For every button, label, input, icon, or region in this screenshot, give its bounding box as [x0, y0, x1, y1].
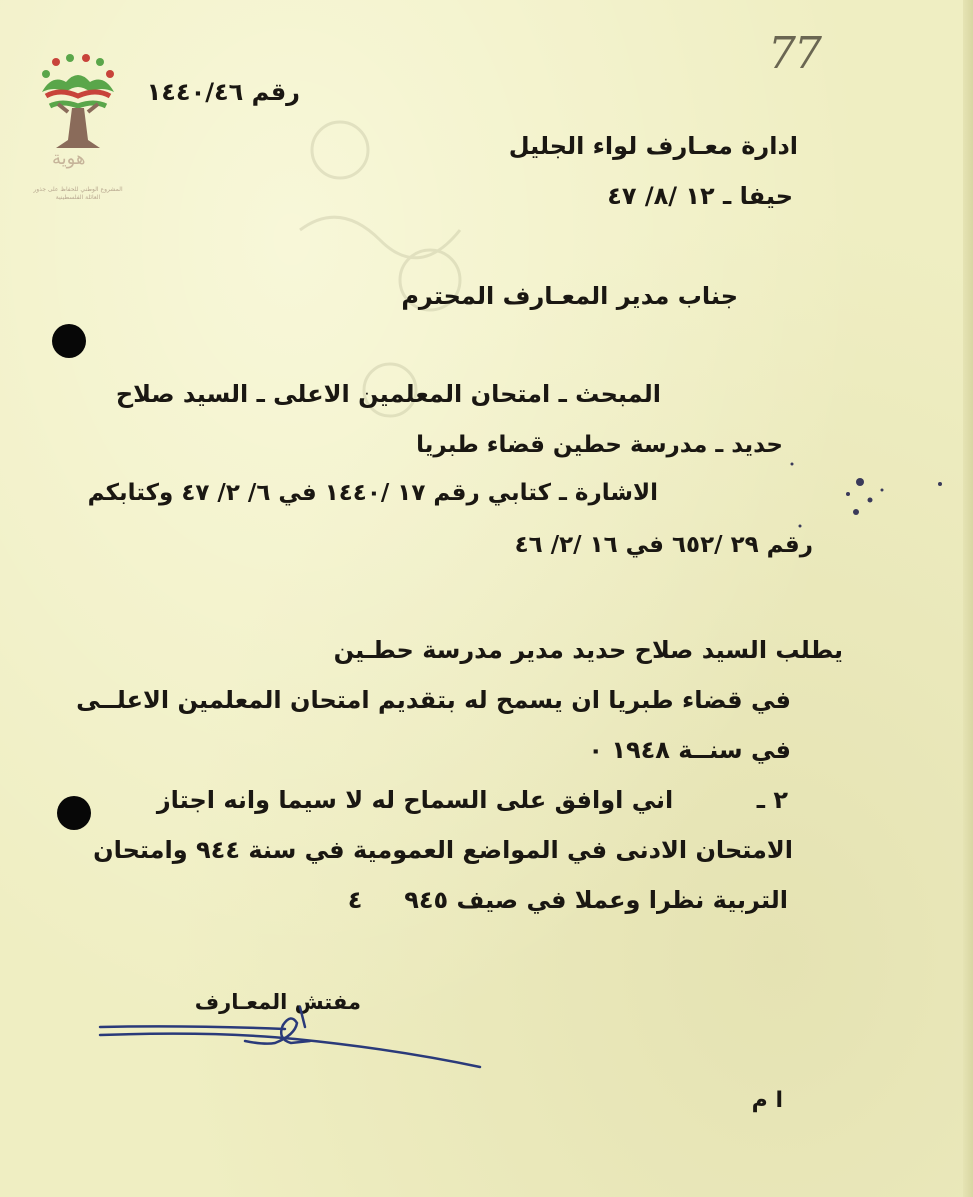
page-edge-shadow [963, 0, 973, 1197]
logo-word: هوية [52, 148, 86, 169]
place-and-date: حيفا ـ ١٢ /٨/ ٤٧ [607, 182, 793, 210]
ink-speck-cluster [790, 460, 960, 540]
reference-line-2: رقم ٢٩ /٦٥٢ في ١٦ /٢/ ٤٦ [514, 532, 813, 558]
body-line-6: التربية نظرا وعملا في صيف ٩٤٥ ٤ [347, 886, 788, 914]
body-line-3: في سنــة ١٩٤٨ ٠ [588, 736, 791, 764]
family-tree-logo-icon [32, 52, 124, 204]
item-2-line: ٢ ـ اني اوافق على السماح له لا سيما وانه اجتاز [156, 786, 788, 814]
signer-title: مفتش المعـارف [194, 990, 361, 1014]
reference-line-1: الاشارة ـ كتابي رقم ١٧ /١٤٤٠ في ٦/ ٢/ ٤٧ وكتابكم [87, 480, 658, 506]
punch-hole-top [52, 324, 86, 358]
punch-hole-bottom [57, 796, 91, 830]
body-line-2: في قضاء طبريا ان يسمح له بتقديم امتحان المعلمين الاعلــى [76, 686, 791, 714]
handwritten-page-number: 77 [768, 28, 820, 79]
subject-line-1: المبحث ـ امتحان المعلمين الاعلى ـ السيد صلاح [115, 380, 661, 408]
body-line-1: يطلب السيد صلاح حديد مدير مدرسة حطـين [333, 636, 843, 664]
reference-number: رقم ١٤٤٠/٤٦ [146, 78, 300, 106]
body-line-5: الامتحان الادنى في المواضع العمومية في سنة ٩٤٤ وامتحان [93, 836, 793, 864]
subject-line-2: حديد ـ مدرسة حطين قضاء طبريا [416, 432, 783, 458]
department-heading: ادارة معـارف لواء الجليل [508, 132, 798, 160]
addressee: جناب مدير المعـارف المحترم [401, 282, 738, 310]
typist-initials: ا م [751, 1088, 783, 1113]
logo-caption: المشروع الوطني للحفاظ على جذور العائلة الفلسطينية [33, 186, 123, 201]
handwritten-signature [95, 1005, 490, 1085]
